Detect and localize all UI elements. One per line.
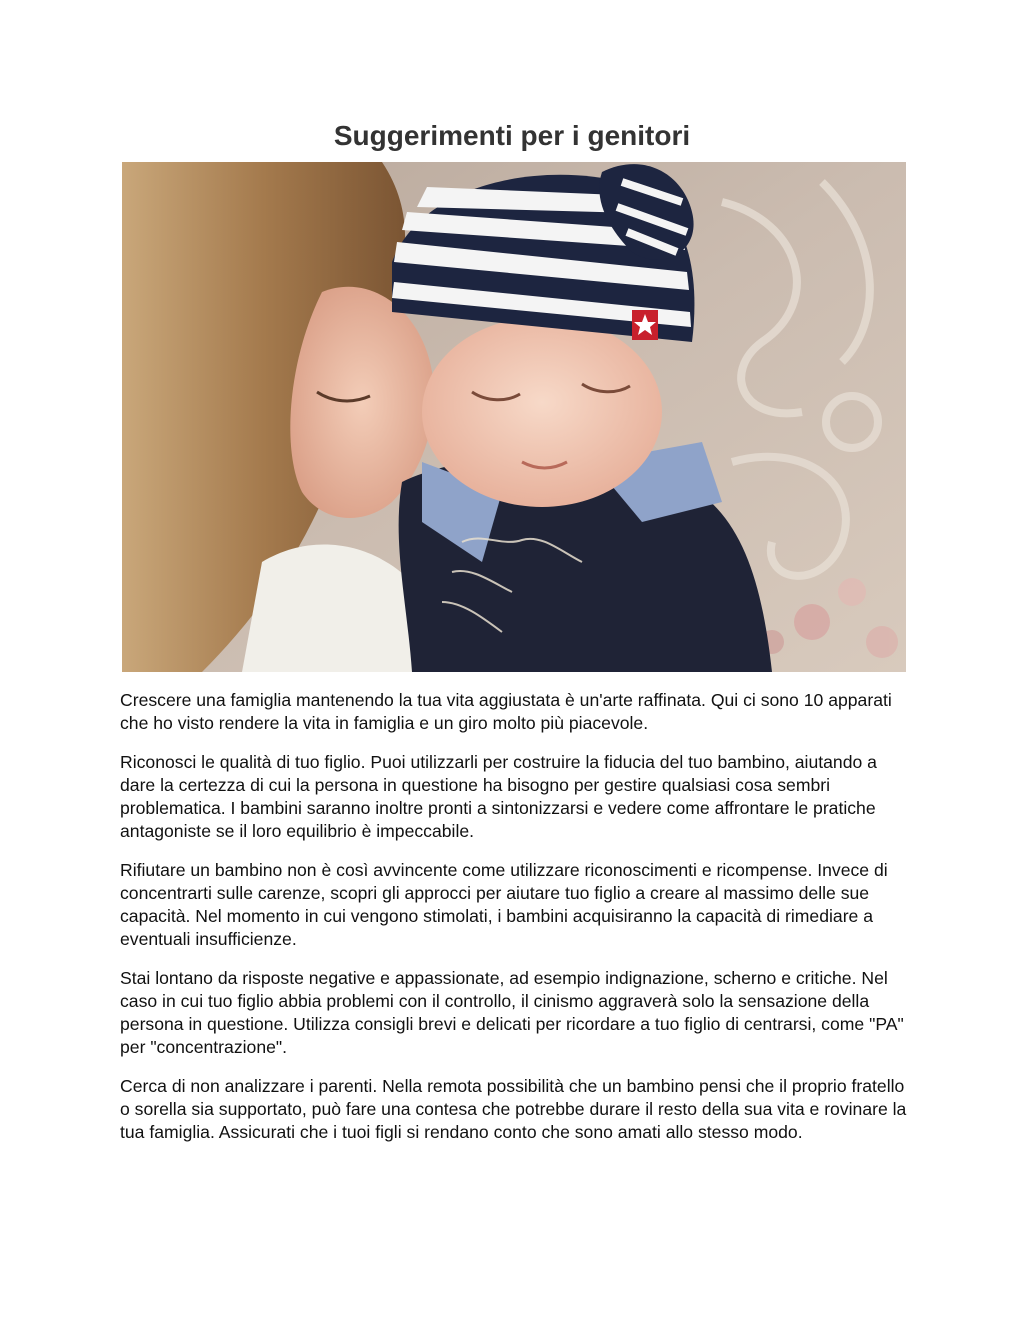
paragraph-1: Crescere una famiglia mantenendo la tua vita aggiustata è un'arte raffinata. Qui ci sono 10 apparati che ho visto rendere la vita in famiglia e un giro molto più piacevole. (120, 690, 892, 733)
paragraph-2: Riconosci le qualità di tuo figlio. Puoi utilizzarli per costruire la fiducia del tuo bambino, aiutando a dare la certezza di cui la persona in questione ha bisogno per gestire qualsiasi cosa sembri problematica. I bambini saranno inoltre pronti a sintonizzarsi e vedere come affrontare le pratiche antagoniste se il loro equilibrio è impeccabile. (120, 752, 877, 841)
paragraph-3: Rifiutare un bambino non è così avvincente come utilizzare riconoscimenti e ricompense. Invece di concentrarti sulle carenze, scopri gli approcci per aiutare tuo figlio a creare al massimo delle sue capacità. Nel momento in cui vengono stimolati, i bambini acquisiranno la capacità di rimediare a eventuali insufficienze. (120, 860, 888, 949)
page-title: Suggerimenti per i genitori (333, 120, 691, 151)
photo-mother-kissing-baby (122, 162, 906, 672)
article-body (120, 689, 910, 1160)
paragraph-4: Stai lontano da risposte negative e appassionate, ad esempio indignazione, scherno e critiche. Nel caso in cui tuo figlio abbia problemi con il controllo, il cinismo aggraverà solo la sensazione della persona in questione. Utilizza consigli brevi e delicati per ricordare a tuo figlio di centrarsi, come "PA" per "concentrazione". (120, 968, 904, 1057)
paragraph-5: Cerca di non analizzare i parenti. Nella remota possibilità che un bambino pensi che il proprio fratello o sorella sia supportato, può fare una contesa che potrebbe durare il resto della sua vita e rovinare la tua famiglia. Assicurati che i tuoi figli si rendano conto che sono amati allo stesso modo. (120, 1076, 907, 1142)
